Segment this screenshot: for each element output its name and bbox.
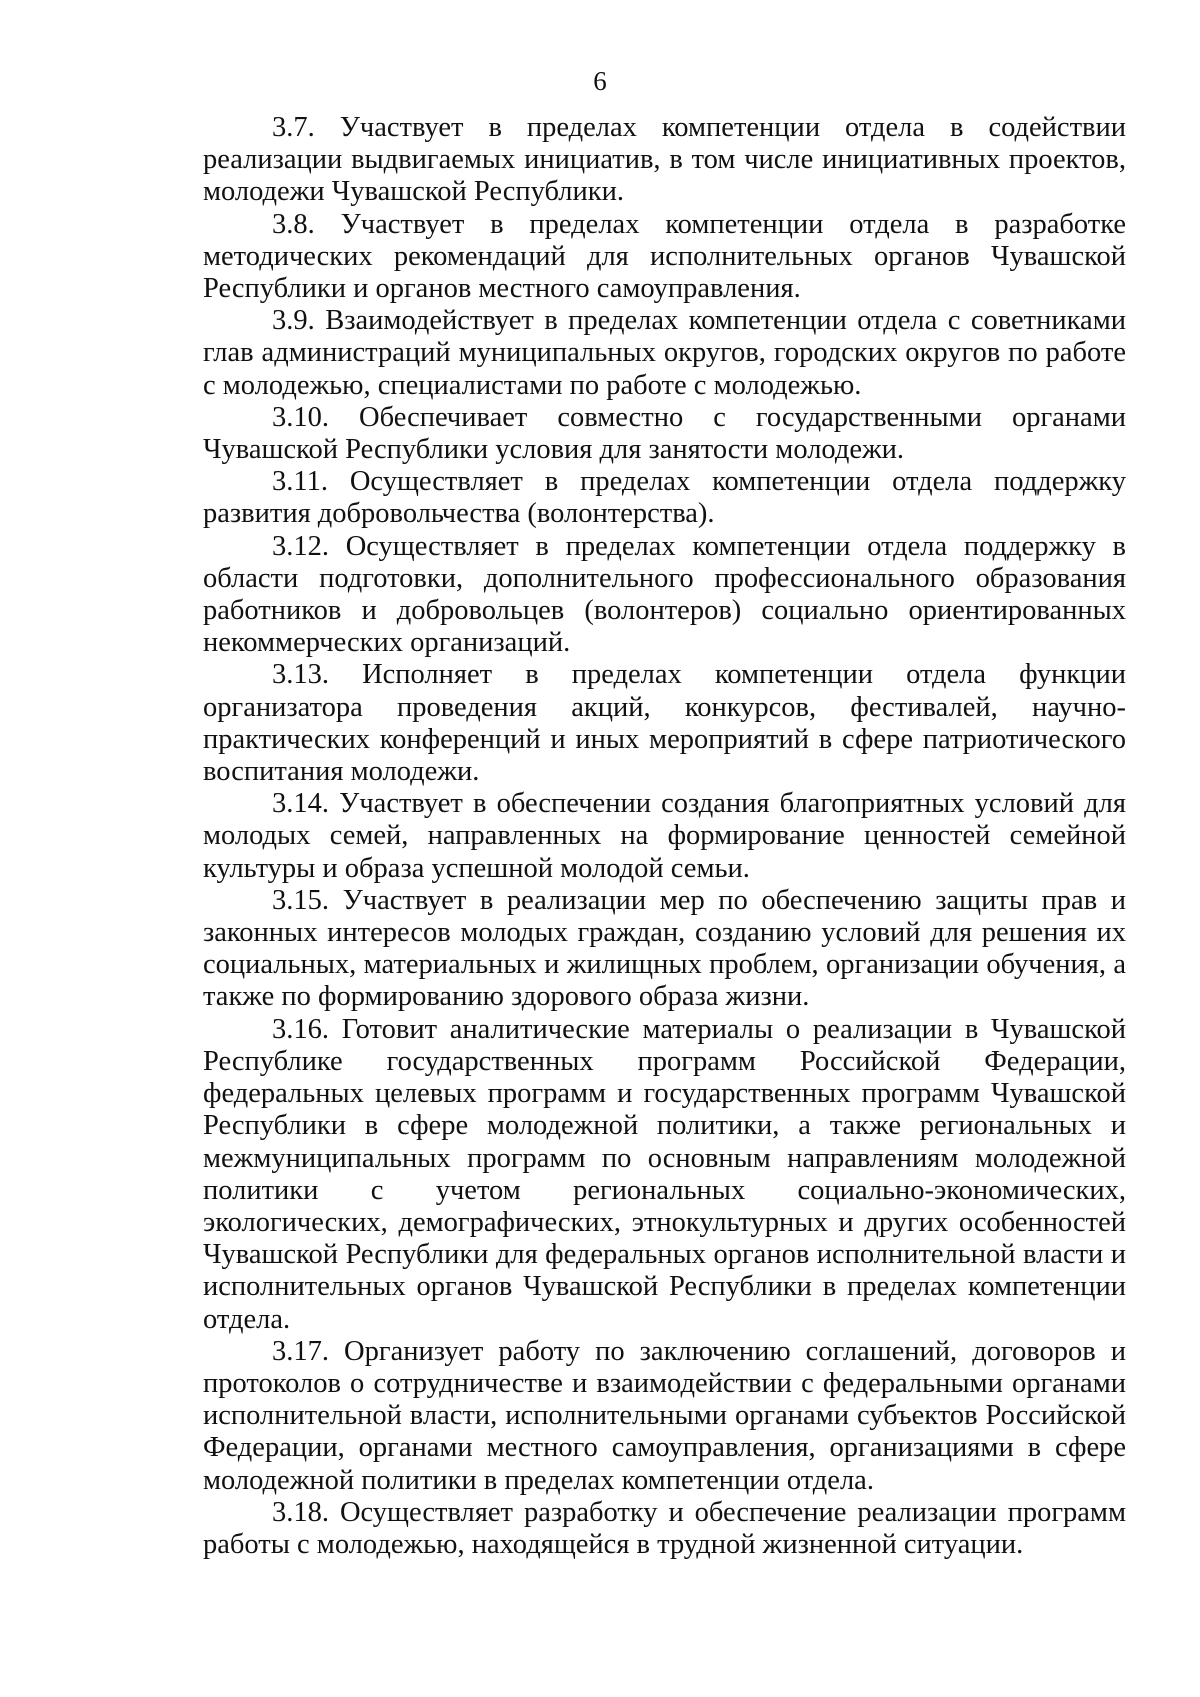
paragraph-3-7: 3.7. Участвует в пределах компетенции отдела в содействии реализации выдвигаемых инициатив, в том числе инициативных проектов, молодежи Чувашской Республики.	[203, 112, 1126, 208]
paragraph-3-9: 3.9. Взаимодействует в пределах компетенции отдела с советниками глав администраций муниципальных округов, городских округов по работе с молодежью, специалистами по работе с молодежью.	[203, 305, 1126, 401]
paragraph-3-11: 3.11. Осуществляет в пределах компетенции отдела поддержку развития добровольчества (волонтерства).	[203, 466, 1126, 530]
paragraph-3-15: 3.15. Участвует в реализации мер по обеспечению защиты прав и законных интересов молодых граждан, созданию условий для решения их социальных, материальных и жилищных проблем, организации обучения, а также по формированию здорового образа жизни.	[203, 884, 1126, 1013]
paragraph-3-14: 3.14. Участвует в обеспечении создания благоприятных условий для молодых семей, направленных на формирование ценностей семейной культуры и образа успешной молодой семьи.	[203, 788, 1126, 884]
paragraph-3-16: 3.16. Готовит аналитические материалы о реализации в Чувашской Республике государственных программ Российской Федерации, федеральных целевых программ и государственных программ Чувашской Республики в сфере молодежной политики, а также региональных и межмуниципальных программ по основным направлениям молодежной политики с учетом региональных социально-экономических, экологических, демографических, этнокультурных и других особенностей Чувашской Республики для федеральных органов исполнительной власти и исполнительных органов Чувашской Республики в пределах компетенции отдела.	[203, 1013, 1126, 1335]
paragraph-3-17: 3.17. Организует работу по заключению соглашений, договоров и протоколов о сотрудничестве и взаимодействии с федеральными органами исполнительной власти, исполнительными органами субъектов Российской Федерации, органами местного самоуправления, организациями в сфере молодежной политики в пределах компетенции отдела.	[203, 1335, 1126, 1496]
paragraph-3-8: 3.8. Участвует в пределах компетенции отдела в разработке методических рекомендаций для исполнительных органов Чувашской Республики и органов местного самоуправления.	[203, 208, 1126, 305]
page-number: 6	[593, 66, 607, 96]
paragraph-3-12: 3.12. Осуществляет в пределах компетенции отдела поддержку в области подготовки, дополнительного профессионального образования работников и добровольцев (волонтеров) социально ориентированных некоммерческих организаций.	[203, 530, 1126, 659]
paragraph-3-10: 3.10. Обеспечивает совместно с государственными органами Чувашской Республики условия для занятости молодежи.	[203, 401, 1126, 466]
paragraph-3-18: 3.18. Осуществляет разработку и обеспечение реализации программ работы с молодежью, находящейся в трудной жизненной ситуации.	[203, 1496, 1126, 1560]
document-body	[203, 112, 1126, 1561]
paragraph-3-13: 3.13. Исполняет в пределах компетенции отдела функции организатора проведения акций, конкурсов, фестивалей, научно-практических конференций и иных мероприятий в сфере патриотического воспитания молодежи.	[203, 659, 1126, 788]
